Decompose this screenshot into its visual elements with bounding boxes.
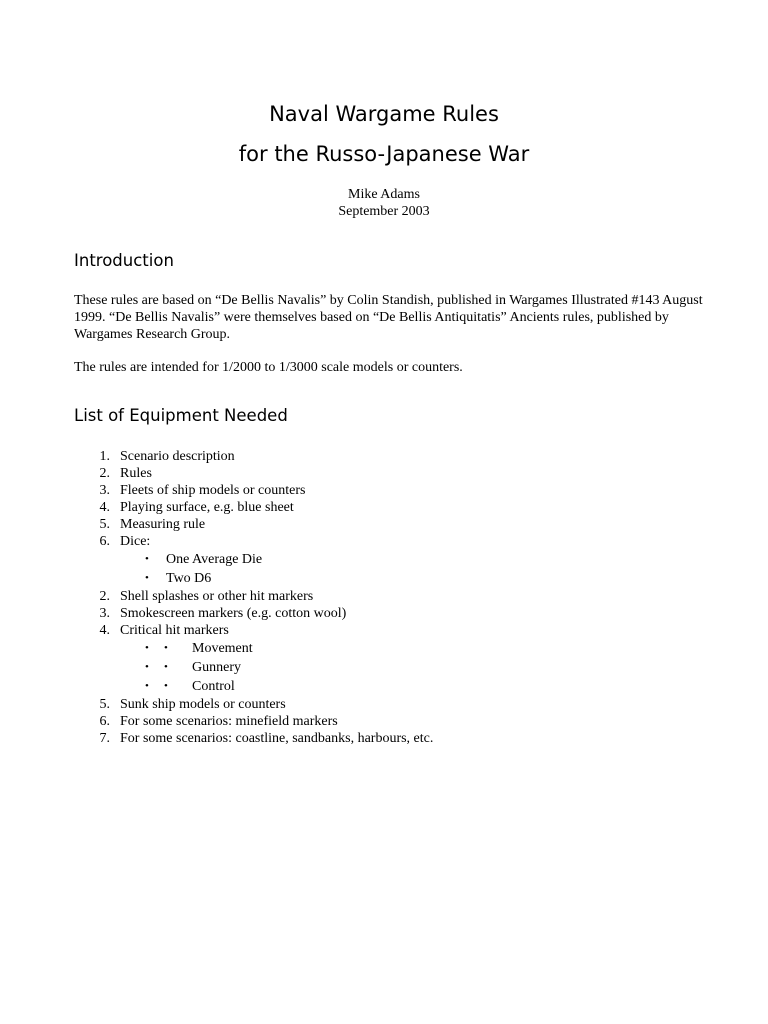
title-line-2: for the Russo-Japanese War [238,142,530,166]
list-item-number: 7. [99,731,110,746]
list-item [74,482,714,499]
list-item-number: 5. [99,697,110,712]
list-item-number: 4. [99,500,110,515]
title-line-1: Naval Wargame Rules [269,102,499,126]
list-item-number: 2. [99,589,110,604]
bullet-icon: • [145,553,149,565]
equipment-list [74,448,714,747]
list-item [74,730,714,747]
list-item [74,696,714,713]
list-item-number: 4. [99,623,110,638]
date: September 2003 [338,204,430,219]
list-item-number: 2. [99,466,110,481]
sub-list-item-text: Two D6 [166,571,212,586]
bullet-icon: • [145,680,149,692]
list-item-text: Fleets of ship models or counters [120,483,306,498]
bullet-icon: • [145,661,149,673]
list-item-number: 6. [99,534,110,549]
list-item [74,533,714,550]
list-item [74,499,714,516]
bullet-icon: • [164,680,168,692]
sub-list-item [74,569,714,588]
list-item-text: Dice: [120,534,151,549]
list-item [74,465,714,482]
list-item-text: Playing surface, e.g. blue sheet [120,500,294,515]
sub-list-item [74,639,714,658]
list-item [74,713,714,730]
list-item-number: 5. [99,517,110,532]
list-item-text: Measuring rule [120,517,206,532]
list-item [74,448,714,465]
bullet-icon: • [145,642,149,654]
list-item-text: For some scenarios: coastline, sandbanks, harbours, etc. [120,731,434,746]
sub-list-item-text: Control [192,679,235,694]
introduction-paragraph-2: The rules are intended for 1/2000 to 1/3000 scale models or counters. [74,360,463,375]
introduction-paragraph-1: These rules are based on “De Bellis Navalis” by Colin Standish, published in Wargames Illustrated #143 August 1999. “De Bellis Navalis” were themselves based on “De Bellis Antiquitatis” Ancients rules, published by Wargames Research Group. [74,293,703,342]
bullet-icon: • [164,642,168,654]
list-item-number: 6. [99,714,110,729]
list-item-text: For some scenarios: minefield markers [120,714,338,729]
list-item [74,622,714,639]
list-item [74,605,714,622]
equipment-heading: List of Equipment Needed [74,406,288,425]
author: Mike Adams [348,187,420,202]
introduction-heading: Introduction [74,251,174,270]
sub-list-item [74,658,714,677]
sub-list-item-text: Movement [192,641,253,656]
list-item-text: Smokescreen markers (e.g. cotton wool) [120,606,347,621]
list-item-text: Shell splashes or other hit markers [120,589,314,604]
sub-list-item-text: Gunnery [192,660,241,675]
list-item-text: Scenario description [120,449,235,464]
list-item [74,516,714,533]
list-item-text: Critical hit markers [120,623,229,638]
list-item-number: 1. [99,449,110,464]
bullet-icon: • [164,661,168,673]
bullet-icon: • [145,572,149,584]
sub-list-item [74,677,714,696]
list-item-number: 3. [99,483,110,498]
sub-list-item-text: One Average Die [166,552,263,567]
list-item-text: Sunk ship models or counters [120,697,286,712]
list-item [74,588,714,605]
list-item-number: 3. [99,606,110,621]
list-item-text: Rules [120,466,152,481]
sub-list-item [74,550,714,569]
